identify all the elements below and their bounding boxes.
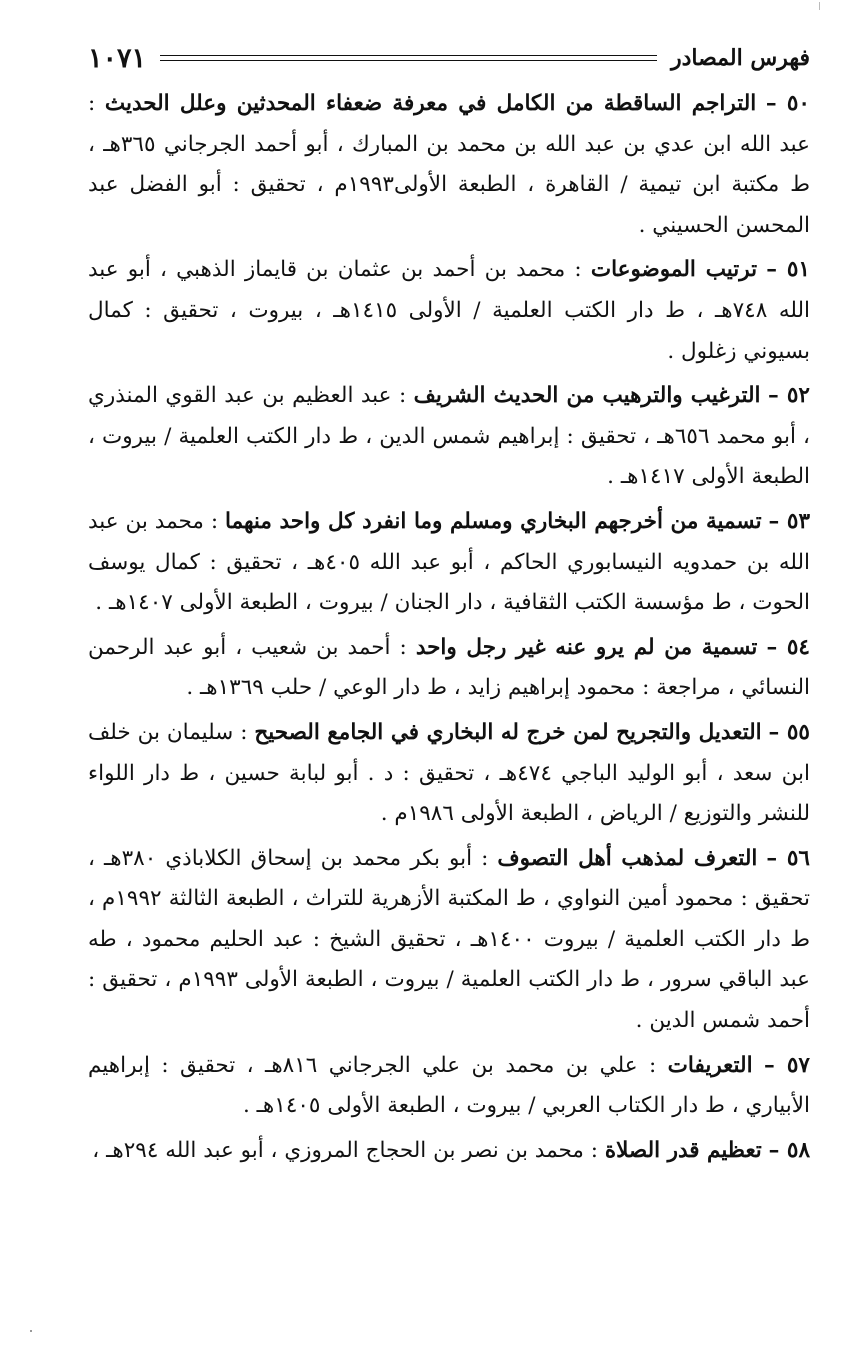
- entry-title: التعديل والتجريح لمن خرج له البخاري في الجامع الصحيح: [254, 719, 762, 745]
- entry-title: التراجم الساقطة من الكامل في معرفة ضعفاء المحدثين وعلل الحديث: [104, 91, 757, 116]
- entry-body: : عبد الله ابن عدي بن عبد الله بن محمد بن المبارك ، أبو أحمد الجرجاني ٣٦٥هـ ، ط مكتبة ابن تيمية / القاهرة ، الطبعة الأولى١٩٩٣م ، تحقيق : أبو الفضل عبد المحسن الحسيني .: [88, 91, 810, 238]
- header-rule: [160, 55, 657, 61]
- entry-number: ٥٣ –: [768, 508, 810, 534]
- entry-body: : عبد العظيم بن عبد القوي المنذري ، أبو محمد ٦٥٦هـ ، تحقيق : إبراهيم شمس الدين ، ط دار الكتب العلمية / بيروت ، الطبعة الأولى ١٤١٧هـ .: [88, 383, 810, 490]
- bibliography-entry: [88, 502, 810, 624]
- entry-number: ٥٠ –: [765, 91, 810, 116]
- entry-body: : محمد بن نصر بن الحجاج المروزي ، أبو عبد الله ٢٩٤هـ ،: [92, 1137, 605, 1163]
- bibliography-entries: [88, 84, 810, 1171]
- entry-title: التعريفات: [667, 1052, 753, 1078]
- entry-number: ٥٢ –: [768, 383, 810, 409]
- bibliography-entry: [88, 1131, 810, 1172]
- page-number: ١٠٧١: [88, 42, 147, 74]
- entry-title: تسمية من لم يرو عنه غير رجل واحد: [415, 634, 758, 660]
- entry-number: ٥٤ –: [766, 634, 810, 660]
- bibliography-entry: [88, 713, 810, 835]
- entry-number: ٥٧ –: [764, 1052, 810, 1078]
- entry-number: ٥٦ –: [766, 845, 810, 871]
- entry-title: الترغيب والترهيب من الحديث الشريف: [413, 383, 761, 409]
- entry-number: ٥٨ –: [768, 1137, 810, 1163]
- page-header: [88, 38, 810, 78]
- bibliography-entry: [88, 1046, 810, 1127]
- running-title: فهرس المصادر: [670, 45, 810, 71]
- entry-number: ٥١ –: [766, 257, 810, 283]
- entry-body: : محمد بن أحمد بن عثمان بن قايماز الذهبي ، أبو عبد الله ٧٤٨هـ ، ط دار الكتب العلمية / الأولى ١٤١٥هـ ، بيروت ، تحقيق : كمال بسيوني زغلول .: [88, 257, 810, 364]
- entry-number: ٥٥ –: [768, 719, 810, 745]
- entry-body: : أبو بكر محمد بن إسحاق الكلاباذي ٣٨٠هـ ، تحقيق : محمود أمين النواوي ، ط المكتبة الأزهرية للتراث ، الطبعة الثالثة ١٩٩٢م ، ط دار الكتب العلمية / بيروت ١٤٠٠هـ ، تحقيق الشيخ : عبد الحليم محمود ، طه عبد الباقي سرور ، ط دار الكتب العلمية / بيروت ، الطبعة الأولى ١٩٩٣م ، تحقيق : أحمد شمس الدين .: [88, 845, 810, 1034]
- scan-speck: [30, 1330, 32, 1332]
- entry-title: ترتيب الموضوعات: [590, 257, 758, 283]
- entry-body: : سليمان بن خلف ابن سعد ، أبو الوليد الباجي ٤٧٤هـ ، تحقيق : د . أبو لبابة حسين ، ط دار اللواء للنشر والتوزيع / الرياض ، الطبعة الأولى ١٩٨٦م .: [88, 719, 810, 827]
- entry-title: تعظيم قدر الصلاة: [604, 1137, 762, 1163]
- entry-body: : محمد بن عبد الله بن حمدويه النيسابوري الحاكم ، أبو عبد الله ٤٠٥هـ ، تحقيق : كمال يوسف الحوت ، ط مؤسسة الكتب الثقافية ، دار الجنان / بيروت ، الطبعة الأولى ١٤٠٧هـ .: [88, 508, 810, 616]
- bibliography-entry: [88, 839, 810, 1042]
- bibliography-entry: [88, 250, 810, 372]
- bibliography-entry: [88, 376, 810, 498]
- scan-mark: [819, 2, 820, 10]
- entry-title: تسمية من أخرجهم البخاري ومسلم وما انفرد كل واحد منهما: [225, 508, 762, 534]
- entry-title: التعرف لمذهب أهل التصوف: [497, 845, 758, 871]
- bibliography-entry: [88, 628, 810, 709]
- bibliography-entry: [88, 84, 810, 246]
- entry-body: : أحمد بن شعيب ، أبو عبد الرحمن النسائي ، مراجعة : محمود إبراهيم زايد ، ط دار الوعي / حلب ١٣٦٩هـ .: [88, 634, 810, 701]
- entry-body: : علي بن محمد بن علي الجرجاني ٨١٦هـ ، تحقيق : إبراهيم الأبياري ، ط دار الكتاب العربي / بيروت ، الطبعة الأولى ١٤٠٥هـ .: [88, 1052, 810, 1119]
